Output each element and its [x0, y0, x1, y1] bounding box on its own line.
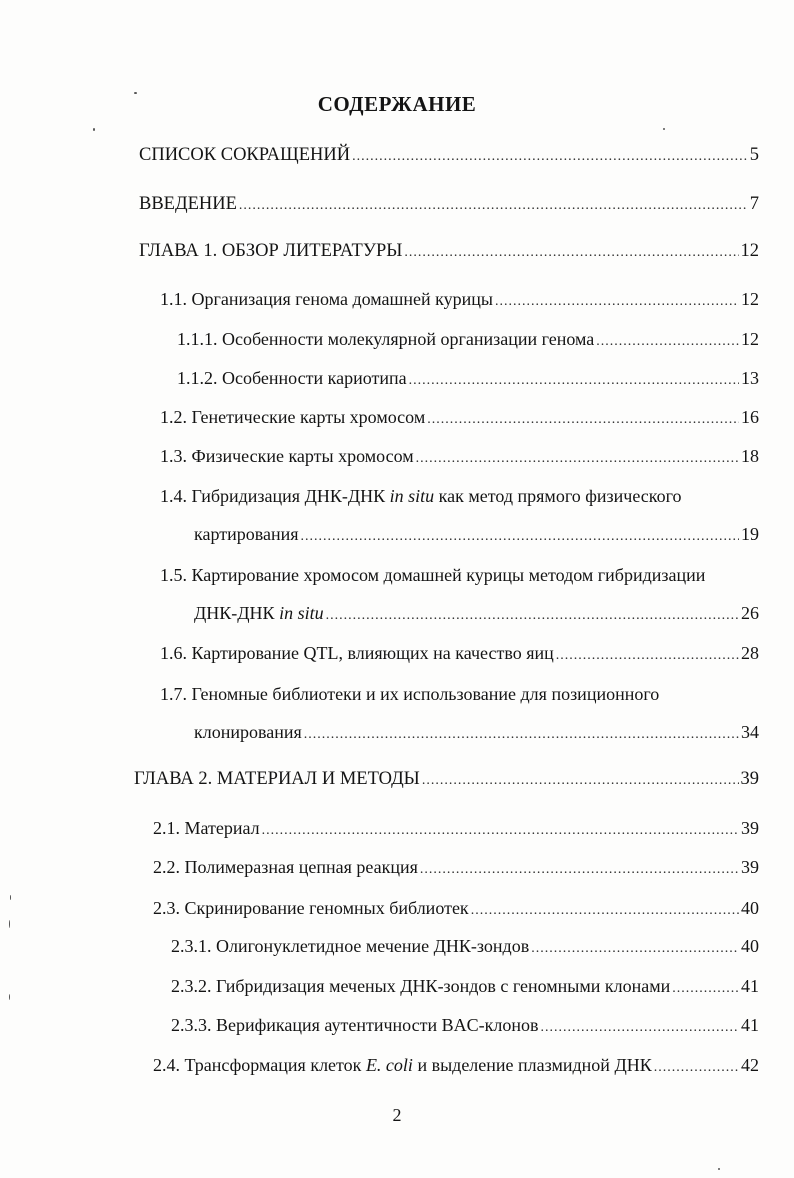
toc-entry[interactable] [177, 328, 759, 353]
toc-entry-label-part: 1.4. Гибридизация ДНК-ДНК [160, 486, 390, 506]
toc-entry[interactable] [139, 144, 759, 168]
toc-entry[interactable] [153, 1054, 759, 1079]
leader-dots [654, 1057, 739, 1079]
toc-entry-page: 39 [741, 818, 759, 838]
toc-entry[interactable] [194, 602, 759, 627]
toc-entry-label: 1.1. Организация генома домашней курицы [160, 289, 493, 309]
leader-dots [556, 645, 739, 667]
toc-entry-label-part: 2.4. Трансформация клеток [153, 1055, 366, 1075]
toc-entry-label [194, 602, 324, 624]
toc-entry-label-part: как метод прямого физического [434, 486, 682, 506]
toc-entry-label: СПИСОК СОКРАЩЕНИЙ [139, 145, 351, 165]
toc-entry-label: 2.1. Материал [153, 818, 260, 838]
toc-entry[interactable] [139, 240, 759, 264]
leader-dots [540, 1017, 739, 1039]
leader-dots [301, 526, 739, 548]
toc-entry-label: клонирования [194, 722, 302, 742]
toc-entry-page: 12 [741, 329, 759, 349]
toc-entry[interactable] [134, 768, 759, 792]
toc-entry[interactable] [160, 406, 759, 431]
leader-dots [262, 820, 739, 842]
toc-entry-page: 5 [749, 145, 759, 165]
toc-entry-page: 34 [741, 722, 759, 742]
toc-entry-label: ГЛАВА 1. ОБЗОР ЛИТЕРАТУРЫ [139, 241, 403, 261]
toc-entry-page: 19 [741, 524, 759, 544]
toc-entry-label: 1.3. Физические карты хромосом [160, 446, 414, 466]
leader-dots [239, 195, 748, 217]
leader-dots [420, 859, 739, 881]
scan-speck [9, 920, 10, 928]
scan-speck [93, 128, 95, 131]
leader-dots [672, 978, 739, 1000]
toc-entry-label-part: и выделение плазмидной ДНК [412, 1055, 652, 1075]
leader-dots [427, 409, 739, 431]
toc-entry-label-line1[interactable] [160, 485, 682, 507]
toc-entry-label-italic: E. coli [365, 1055, 413, 1075]
scan-speck [10, 895, 11, 900]
toc-entry[interactable] [194, 523, 759, 548]
toc-entry-label-italic: in situ [389, 486, 435, 506]
page-number: 2 [392, 1105, 402, 1125]
leader-dots [531, 938, 739, 960]
toc-entry[interactable] [160, 642, 759, 667]
toc-entry-page: 18 [741, 446, 759, 466]
toc-entry-label: ГЛАВА 2. МАТЕРИАЛ И МЕТОДЫ [134, 769, 420, 789]
toc-entry-page: 28 [741, 643, 759, 663]
toc-entry-page: 13 [741, 368, 759, 388]
toc-entry-label: 2.2. Полимеразная цепная реакция [153, 857, 418, 877]
toc-entry-page: 41 [741, 1015, 759, 1035]
scan-speck [718, 1168, 720, 1170]
leader-dots [352, 146, 748, 168]
toc-entry-label: 2.3.2. Гибридизация меченых ДНК-зондов с геномными клонами [171, 976, 671, 996]
leader-dots [422, 770, 739, 792]
toc-entry-page: 7 [749, 194, 759, 214]
toc-entry-label-line1[interactable]: 1.5. Картирование хромосом домашней курицы методом гибридизации [160, 565, 706, 585]
toc-entry-label: 2.3.3. Верификация аутентичности BAC-клонов [171, 1015, 539, 1035]
leader-dots [404, 242, 738, 264]
scan-speck [134, 92, 137, 94]
toc-entry-label-line1[interactable]: 1.7. Геномные библиотеки и их использование для позиционного [160, 684, 660, 704]
toc-entry[interactable] [160, 288, 759, 313]
toc-entry[interactable] [171, 1014, 759, 1039]
toc-entry-label-italic: in situ [279, 603, 324, 623]
toc-entry[interactable] [139, 193, 759, 217]
toc-entry[interactable] [194, 721, 759, 746]
leader-dots [596, 331, 739, 353]
toc-entry-page: 12 [741, 289, 759, 309]
leader-dots [326, 605, 739, 627]
leader-dots [471, 900, 739, 922]
toc-entry-label: 1.1.1. Особенности молекулярной организации генома [177, 329, 595, 349]
toc-entry[interactable] [153, 817, 759, 842]
toc-entry-label: 2.3. Скринирование геномных библиотек [153, 898, 469, 918]
toc-entry-page: 39 [740, 769, 759, 789]
toc-entry-page: 12 [740, 241, 759, 261]
toc-entry-label: 1.2. Генетические карты хромосом [160, 407, 426, 427]
toc-entry-label-part: ДНК-ДНК [194, 603, 280, 623]
toc-entry[interactable] [171, 975, 759, 1000]
toc-entry-page: 16 [741, 407, 759, 427]
toc-entry-page: 26 [741, 603, 759, 623]
scan-speck [9, 994, 10, 1000]
toc-entry-page: 40 [741, 936, 759, 956]
toc-entry-page: 40 [741, 898, 759, 918]
scan-speck [663, 128, 665, 130]
toc-entry-page: 41 [741, 976, 759, 996]
toc-entry[interactable] [153, 856, 759, 881]
leader-dots [304, 724, 739, 746]
toc-entry-label: картирования [194, 524, 299, 544]
page-title: СОДЕРЖАНИЕ [317, 92, 477, 116]
toc-entry-label: ВВЕДЕНИЕ [139, 194, 237, 214]
toc-entry-label: 2.3.1. Олигонуклетидное мечение ДНК-зондов [171, 936, 530, 956]
toc-entry[interactable] [171, 935, 759, 960]
leader-dots [409, 370, 739, 392]
toc-entry-label: 1.6. Картирование QTL, влияющих на качество яиц [160, 643, 554, 663]
toc-entry[interactable] [153, 897, 759, 922]
toc-entry-label [153, 1054, 652, 1076]
toc-entry-page: 42 [741, 1055, 759, 1075]
toc-entry[interactable] [177, 367, 759, 392]
toc-entry[interactable] [160, 445, 759, 470]
leader-dots [495, 291, 739, 313]
toc-entry-page: 39 [741, 857, 759, 877]
toc-entry-label: 1.1.2. Особенности кариотипа [177, 368, 407, 388]
leader-dots [416, 448, 739, 470]
